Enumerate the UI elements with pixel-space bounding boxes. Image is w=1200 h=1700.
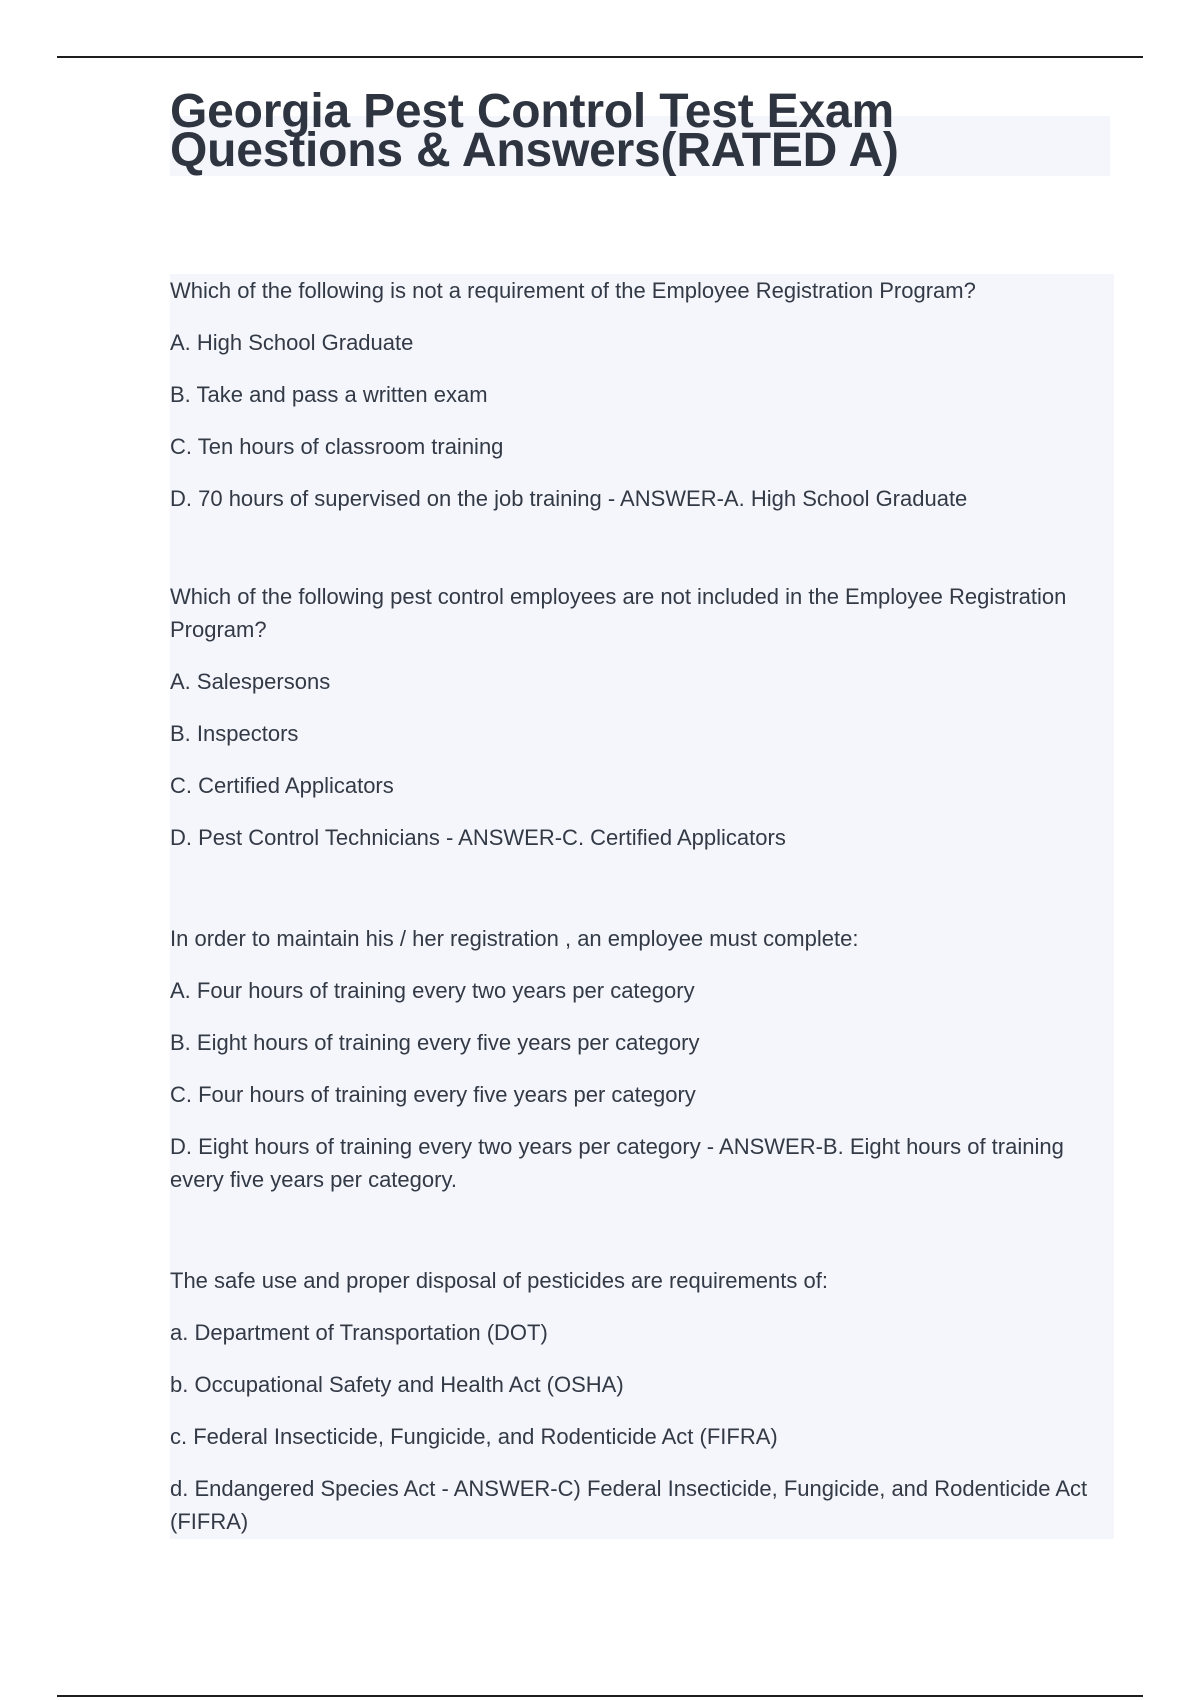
answer-option-with-answer: D. Eight hours of training every two years per category - ANSWER-B. Eight hours of training every five years per category.: [170, 1134, 1064, 1192]
answer-option: C. Certified Applicators: [170, 773, 394, 798]
answer-option-with-answer: D. 70 hours of supervised on the job training - ANSWER-A. High School Graduate: [170, 486, 968, 511]
question-block-3: [170, 922, 1100, 1196]
answer-option: B. Eight hours of training every five years per category: [170, 1030, 700, 1055]
question-block-4: [170, 1264, 1100, 1538]
question-text: Which of the following is not a requirement of the Employee Registration Program?: [170, 278, 976, 303]
question-block-2: [170, 580, 1100, 854]
title-block: [170, 85, 1110, 178]
answer-option: C. Ten hours of classroom training: [170, 434, 504, 459]
title-line-1: Georgia Pest Control Test Exam: [170, 85, 894, 138]
answer-option: B. Take and pass a written exam: [170, 382, 488, 407]
answer-option: B. Inspectors: [170, 721, 299, 746]
answer-option: C. Four hours of training every five years per category: [170, 1082, 696, 1107]
answer-option: A. Four hours of training every two years per category: [170, 978, 695, 1003]
qa-content: [170, 274, 1114, 1539]
answer-option: A. Salespersons: [170, 669, 331, 694]
answer-option: a. Department of Transportation (DOT): [170, 1320, 548, 1345]
answer-option-with-answer: D. Pest Control Technicians - ANSWER-C. Certified Applicators: [170, 825, 786, 850]
question-block-1: [170, 274, 1100, 515]
answer-option: A. High School Graduate: [170, 330, 414, 355]
question-text: In order to maintain his / her registration , an employee must complete:: [170, 926, 859, 951]
question-text: Which of the following pest control employees are not included in the Employee Registration Program?: [170, 584, 1067, 642]
question-text: The safe use and proper disposal of pesticides are requirements of:: [170, 1268, 828, 1293]
answer-option: b. Occupational Safety and Health Act (OSHA): [170, 1372, 624, 1397]
document-title: [170, 85, 1110, 178]
answer-option: c. Federal Insecticide, Fungicide, and Rodenticide Act (FIFRA): [170, 1424, 778, 1449]
title-line-2: Questions & Answers(RATED A): [170, 124, 899, 178]
bottom-rule: [57, 1695, 1143, 1697]
top-rule: [57, 56, 1143, 58]
answer-option-with-answer: d. Endangered Species Act - ANSWER-C) Federal Insecticide, Fungicide, and Rodenticide Act (FIFRA): [170, 1476, 1088, 1534]
